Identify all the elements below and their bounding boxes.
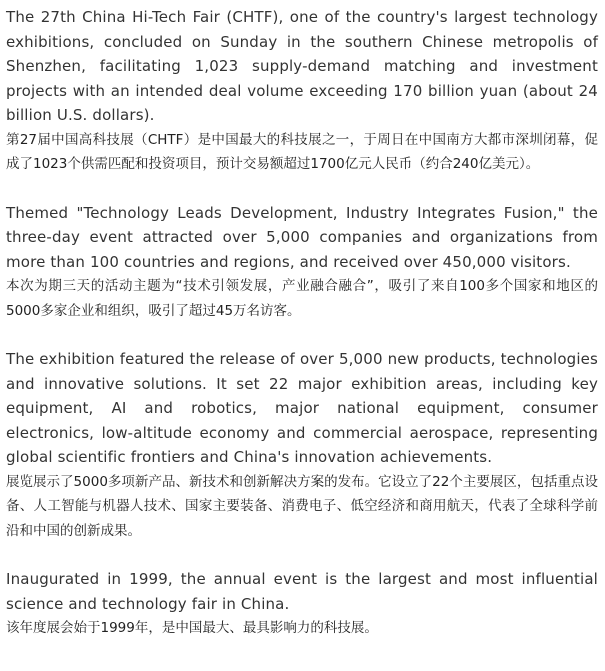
paragraph-2-chinese: 本次为期三天的活动主题为“技术引领发展，产业融合融合”，吸引了来自100多个国家和地区的5000多家企业和组织，吸引了超过45万名访客。 <box>6 278 598 319</box>
paragraph-4-chinese: 该年度展会始于1999年，是中国最大、最具影响力的科技展。 <box>6 620 378 636</box>
article-body <box>6 5 598 641</box>
paragraph-2-english: Themed "Technology Leads Development, Industry Integrates Fusion," the three-day event attracted over 5,000 companies and organizations from more than 100 countries and regions, and received over 450,000 visitors. <box>6 203 598 271</box>
paragraph-spacer <box>6 177 598 201</box>
paragraph-1-english: The 27th China Hi-Tech Fair (CHTF), one of the country's largest technology exhibitions, concluded on Sunday in the southern Chinese metropolis of Shenzhen, facilitating 1,023 supply-demand matching and investment projects with an intended deal volume exceeding 170 billion yuan (about 24 billion U.S. dollars). <box>6 8 598 124</box>
paragraph-3-chinese: 展览展示了5000多项新产品、新技术和创新解决方案的发布。它设立了22个主要展区，包括重点设备、人工智能与机器人技术、国家主要装备、消费电子、低空经济和商用航天，代表了全球科学前沿和中国的创新成果。 <box>6 473 598 539</box>
paragraph-spacer <box>6 543 598 567</box>
paragraph-spacer <box>6 323 598 347</box>
paragraph-3-english: The exhibition featured the release of over 5,000 new products, technologies and innovative solutions. It set 22 major exhibition areas, including key equipment, AI and robotics, major national equipment, consumer electronics, low-altitude economy and commercial aerospace, representing global scientific frontiers and China's innovation achievements. <box>6 350 598 466</box>
paragraph-4-english: Inaugurated in 1999, the annual event is the largest and most influential science and technology fair in China. <box>6 570 598 613</box>
paragraph-1-chinese: 第27届中国高科技展（CHTF）是中国最大的科技展之一，于周日在中国南方大都市深圳闭幕，促成了1023个供需匹配和投资项目，预计交易额超过1700亿元人民币（约合240亿美元）。 <box>6 131 598 172</box>
